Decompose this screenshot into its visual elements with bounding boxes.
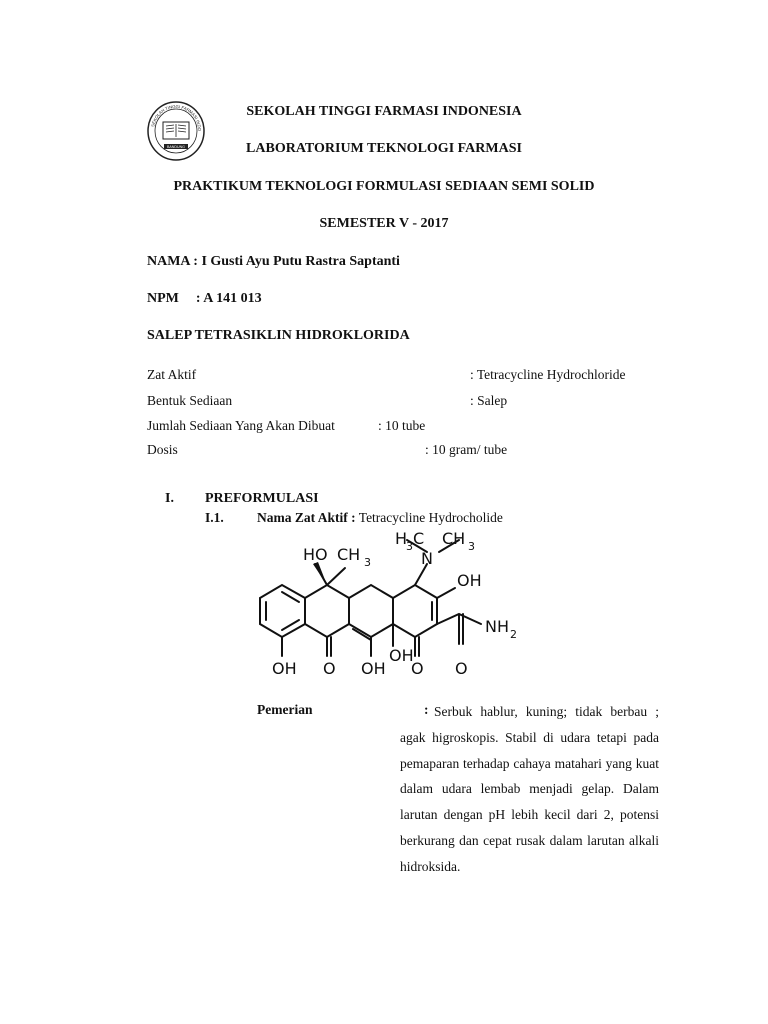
label-nh2: NH [485, 617, 509, 636]
student-npm-value: : A 141 013 [195, 291, 262, 306]
zat-aktif-value: : Tetracycline Hydrochloride [470, 367, 626, 382]
subsection-value: Tetracycline Hydrocholide [358, 510, 503, 525]
header-practicum: PRAKTIKUM TEKNOLOGI FORMULASI SEDIAAN SEMI SOLID [173, 179, 595, 194]
student-npm-label: NPM [147, 291, 179, 306]
label-h3c-sub: 3 [406, 540, 413, 553]
label-ch3-top: CH [337, 545, 361, 564]
pemerian-label: Pemerian [257, 702, 313, 717]
student-name-label: NAMA : [147, 254, 198, 269]
pemerian-text: Serbuk hablur, kuning; tidak berbau ; agak higroskopis. Stabil di udara tetapi pada pemaparan terhadap cahaya matahari yang kuat dalam udara lembab menjadi gelap. Dalam larutan dengan pH lebih kecil dari 2, potensi berkurang dan cepat rusak dalam larutan alkali hidroksida. [400, 704, 659, 874]
label-h3c-c: C [413, 529, 425, 548]
label-ch3-n: CH [442, 529, 466, 548]
label-oh-right: OH [457, 571, 482, 590]
student-npm-row [147, 291, 262, 307]
label-oh-bottom-2: OH [361, 659, 386, 678]
pemerian-colon: : [424, 702, 429, 717]
header-laboratory: LABORATORIUM TEKNOLOGI FARMASI [246, 141, 522, 156]
zat-aktif-label: Zat Aktif [147, 367, 197, 382]
document-title: SALEP TETRASIKLIN HIDROKLORIDA [147, 328, 410, 343]
jumlah-sediaan-label: Jumlah Sediaan Yang Akan Dibuat [147, 418, 335, 433]
label-ho-top: HO [303, 545, 328, 564]
section-number: I. [165, 491, 174, 506]
subsection-label: Nama Zat Aktif : [257, 510, 356, 525]
logo-text-top: SEKOLAH TINGGI FARMASI INDO [150, 103, 203, 132]
label-oh-bottom-left: OH [272, 659, 297, 678]
label-ch3-n-sub: 3 [468, 540, 475, 553]
section-title: PREFORMULASI [205, 491, 319, 506]
logo-text-bottom: BANDUNG [167, 145, 185, 150]
bentuk-sediaan-value: : Salep [470, 393, 508, 408]
jumlah-sediaan-value: : 10 tube [378, 418, 426, 433]
label-h3c: H [395, 529, 408, 548]
label-ch3-top-sub: 3 [364, 556, 371, 569]
label-o-1: O [323, 659, 336, 678]
bentuk-sediaan-label: Bentuk Sediaan [147, 393, 233, 408]
label-oh-bottom-3: OH [389, 646, 414, 665]
header-semester: SEMESTER V - 2017 [319, 216, 449, 231]
dosis-label: Dosis [147, 442, 178, 457]
header-institution: SEKOLAH TINGGI FARMASI INDONESIA [246, 104, 522, 119]
subsection-number: I.1. [205, 510, 224, 525]
label-nh2-sub: 2 [510, 628, 517, 641]
subsection-row [257, 510, 503, 526]
label-o-3: O [455, 659, 468, 678]
student-name-value: I Gusti Ayu Putu Rastra Saptanti [201, 254, 400, 269]
student-name-row [147, 254, 400, 270]
label-o-2: O [411, 659, 424, 678]
label-n: N [421, 549, 433, 568]
tetracycline-structure [255, 528, 575, 683]
dosis-value: : 10 gram/ tube [425, 442, 508, 457]
